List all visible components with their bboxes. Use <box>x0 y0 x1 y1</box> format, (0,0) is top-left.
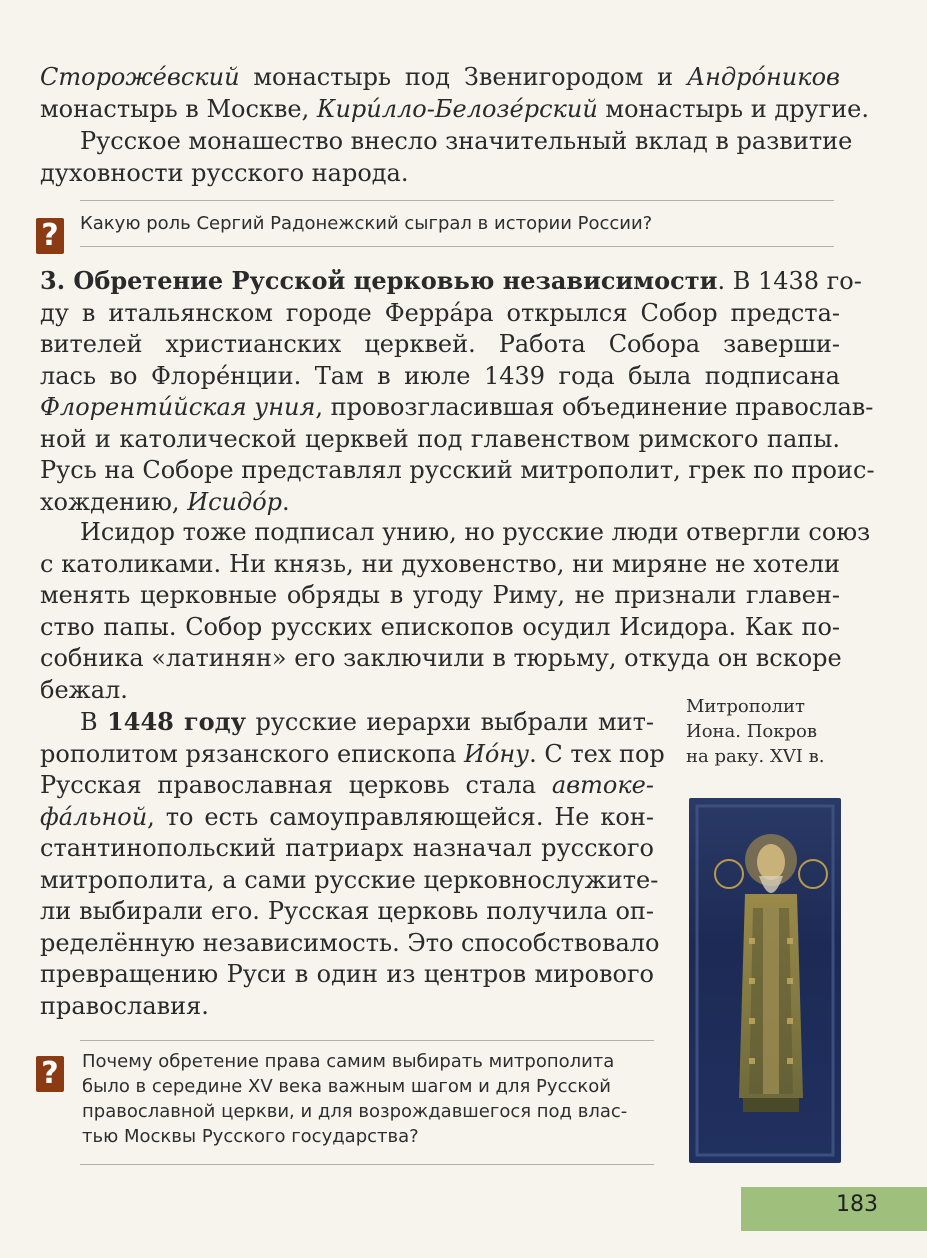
text-line: Сторожéвский монастырь под Звенигородом и Андрóников <box>40 63 840 91</box>
section-heading: 3. Обретение Русской церковью независимости <box>40 266 718 295</box>
text-line: Русская православная церковь стала автоке- <box>40 771 654 799</box>
text-line: хождению, Исидóр. <box>40 487 290 516</box>
question-rule-bottom <box>80 246 834 247</box>
text-line: Флорентúйская уния, провозгласившая объединение православ- <box>40 393 874 421</box>
question-1-text: Какую роль Сергий Радонежский сыграл в истории России? <box>80 213 653 234</box>
question-rule-top <box>80 1040 654 1041</box>
text-line: монастырь в Москве, Кирúлло-Белозéрский монастырь и другие. <box>40 94 869 123</box>
text-line: 3. Обретение Русской церковью независимости. В 1438 го- <box>40 266 862 295</box>
text-line: В 1448 году русские иерархи выбрали мит- <box>80 707 655 736</box>
text-line: ство папы. Собор русских епископов осудил Исидора. Как по- <box>40 612 840 641</box>
section-3-paragraph <box>40 265 875 518</box>
text-line: собника «латинян» его заключили в тюрьму, откуда он вскоре <box>40 644 842 672</box>
text-line: вителей христианских церквей. Работа Собора заверши- <box>40 330 840 358</box>
text-line: бежал. <box>40 675 128 704</box>
text-line: православия. <box>40 991 209 1020</box>
text-line: духовности русского народа. <box>40 158 409 187</box>
text-line: ли выбирали его. Русская церковь получила оп- <box>40 897 654 925</box>
text-line: менять церковные обряды в угоду Риму, не признали главен- <box>40 581 840 609</box>
text-line: превращению Руси в один из центров мирового <box>40 960 654 988</box>
text-line: стантинопольский патриарх назначал русского <box>40 834 654 862</box>
question-mark-icon: ? <box>36 218 64 254</box>
text-line: ду в итальянском городе Феррáра открылся Собор предста- <box>40 298 840 327</box>
isidore-paragraph <box>40 517 871 706</box>
page-number-tab <box>741 1187 927 1231</box>
text-line: ной и католической церквей под главенством римского папы. <box>40 424 840 453</box>
text-line: Русь на Соборе представлял русский митрополит, грек по проис- <box>40 456 875 484</box>
text-line: Исидор тоже подписал унию, но русские люди отвергли союз <box>80 518 871 546</box>
text-line: рополитом рязанского епископа Иóну. С тех пор <box>40 739 665 768</box>
page-number: 183 <box>836 1192 878 1217</box>
text-line: митрополита, а сами русские церковнослужите- <box>40 865 659 894</box>
intro-paragraph <box>40 62 869 125</box>
monasticism-paragraph <box>40 126 853 189</box>
question-mark-icon: ? <box>36 1056 64 1092</box>
question-rule-bottom <box>80 1164 654 1165</box>
question-2-text: Почему обретение права самим выбирать митрополита было в середине XV века важным шагом и для Русской православной церкви, и для возрождавшегося под влас- тью Москвы Русского государства? <box>82 1051 628 1147</box>
figure-caption: Митрополит Иона. Покров на раку. XVI в. <box>686 696 825 767</box>
text-line: ределённую независимость. Это способствовало <box>40 928 660 957</box>
text-line: лась во Флорéнции. Там в июле 1439 года была подписана <box>40 361 840 390</box>
text-line: Русское монашество внесло значительный вклад в развитие <box>80 127 853 155</box>
autocephaly-paragraph <box>40 706 665 1022</box>
text-line: с католиками. Ни князь, ни духовенство, ни миряне не хотели <box>40 549 840 578</box>
question-rule-top <box>80 200 834 201</box>
metropolitan-iona-shroud-image <box>689 798 841 1163</box>
saint-figure-icon <box>689 798 841 1163</box>
text-line: фáльной, то есть самоуправляющейся. Не кон- <box>40 802 654 831</box>
